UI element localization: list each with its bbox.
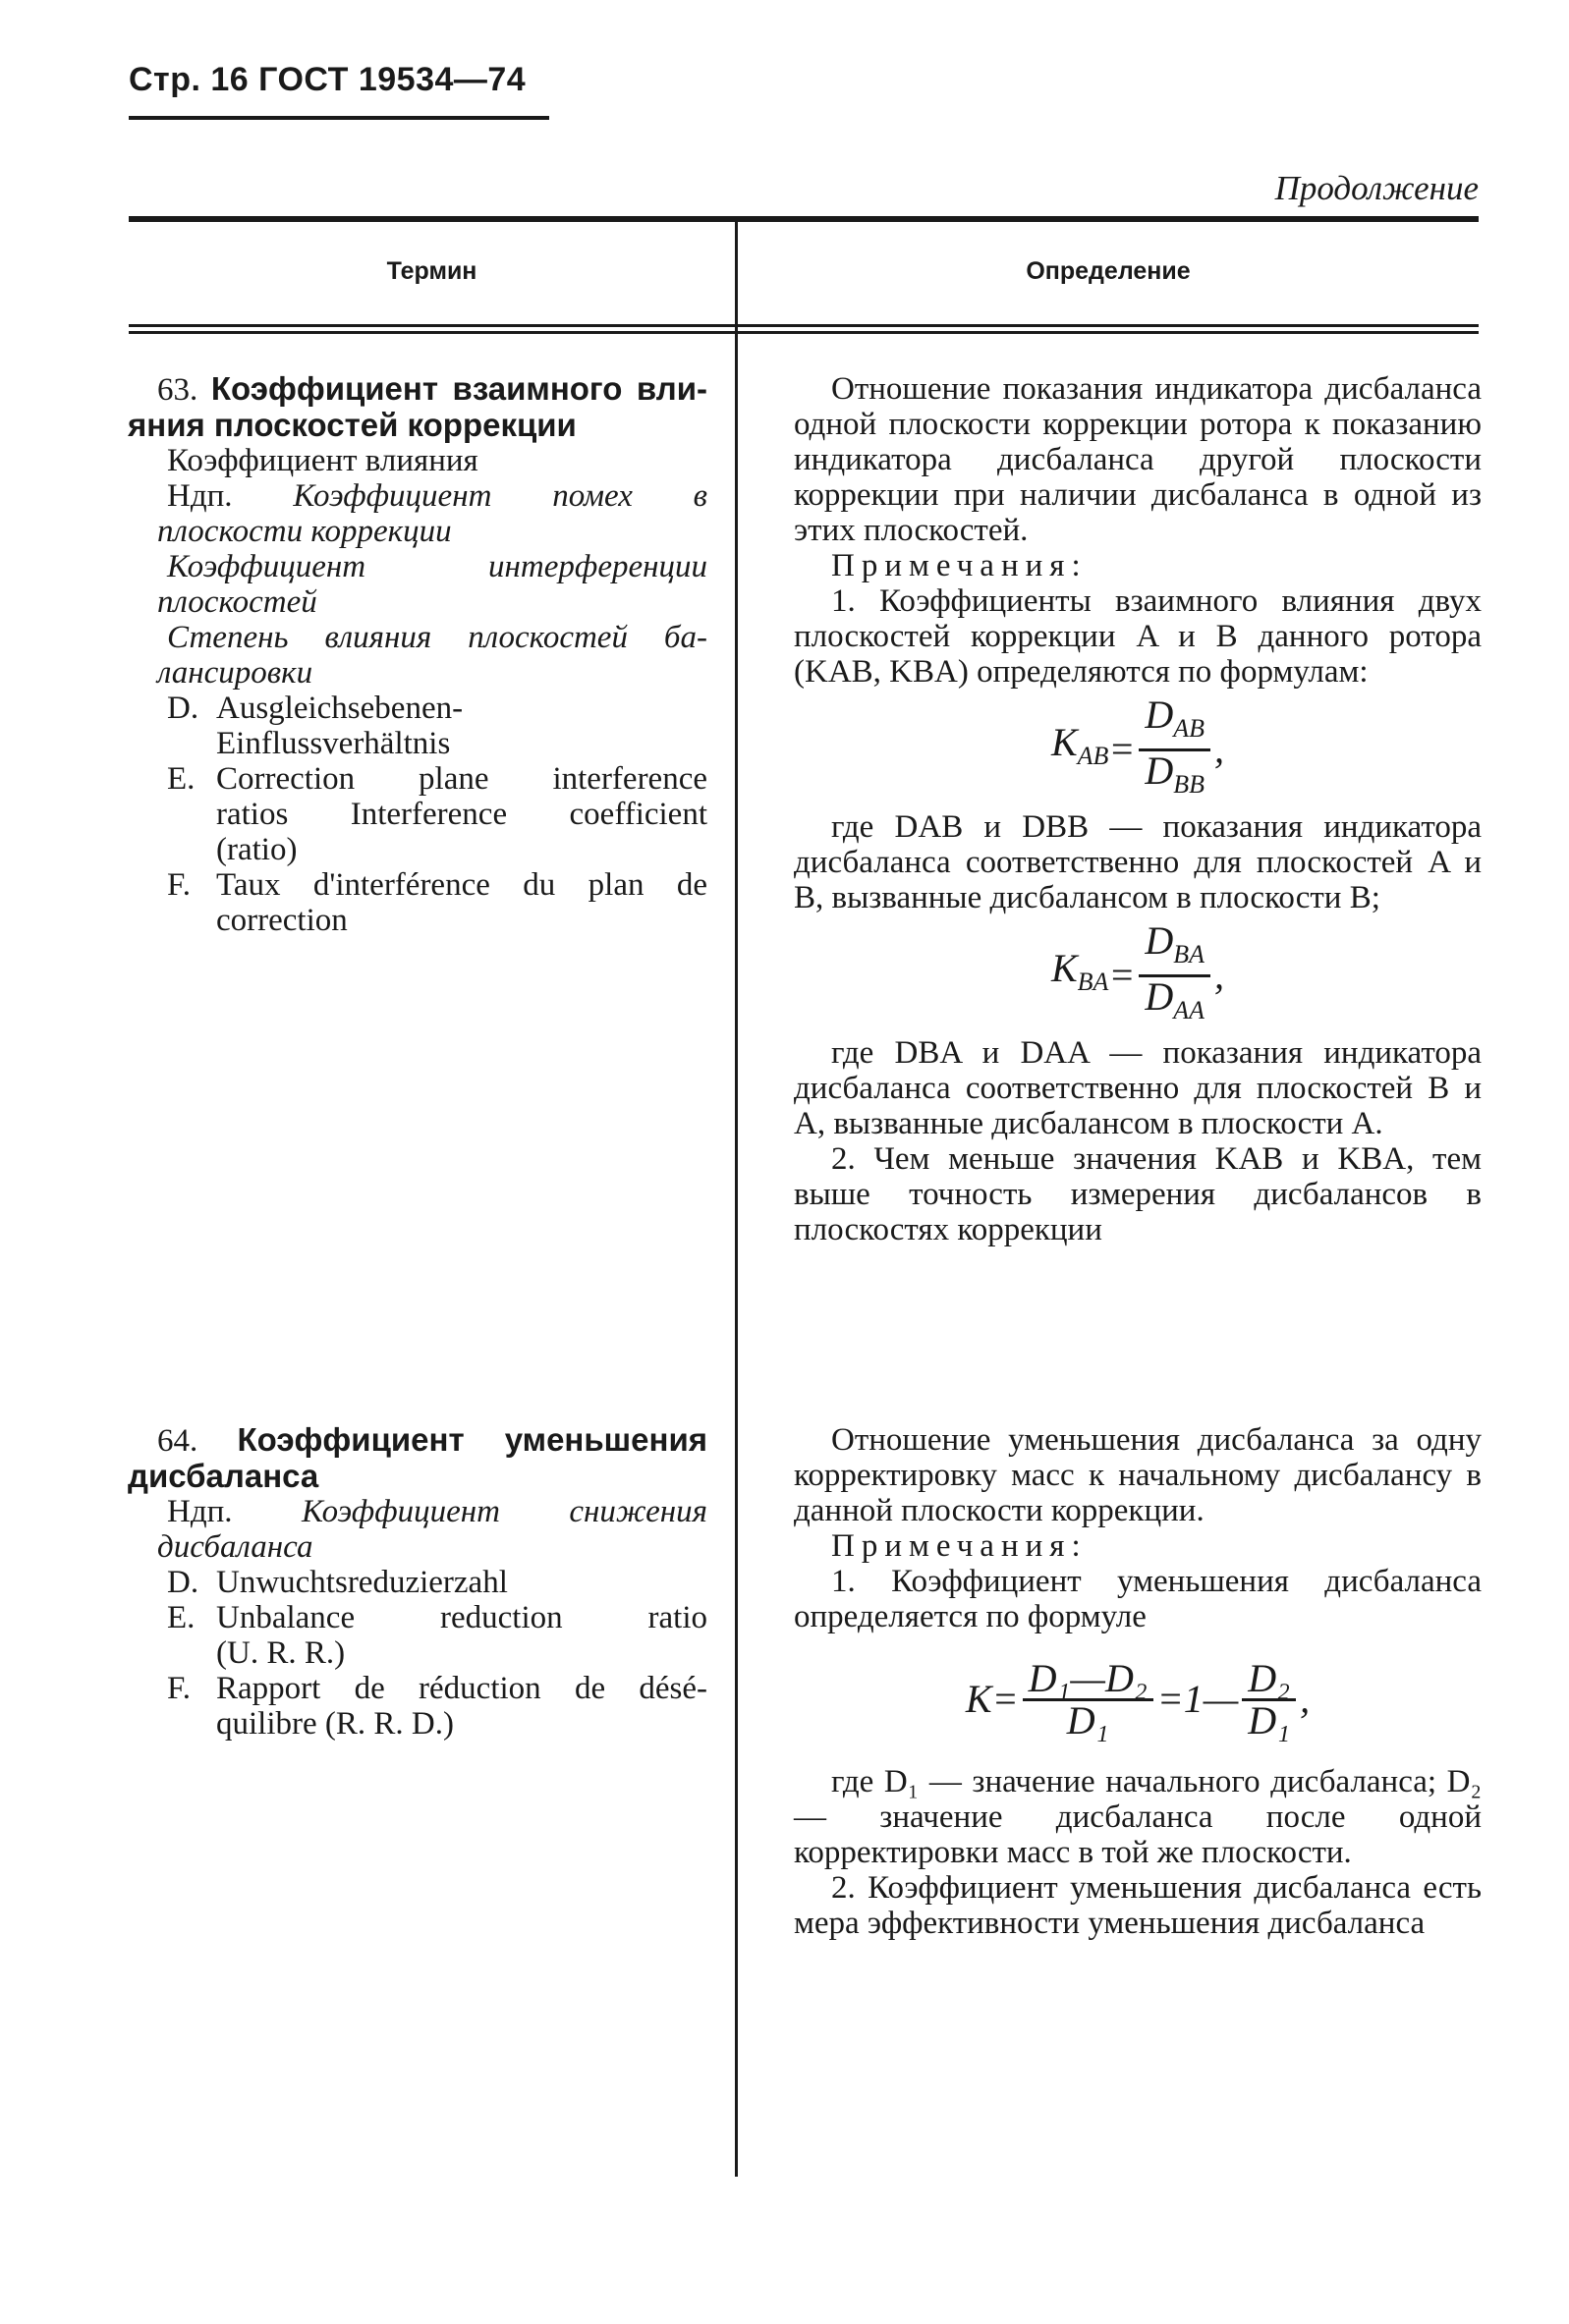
formula-k-den2: D₁ bbox=[1248, 1697, 1291, 1743]
lang-code-de-64: D. bbox=[167, 1565, 199, 1600]
formula-kba-num-sub: BA bbox=[1173, 939, 1205, 968]
lang-code-en: E. bbox=[167, 761, 196, 797]
entry-64-en-b: (U. R. R.) bbox=[216, 1635, 346, 1671]
formula-k-fraction-2 bbox=[1242, 1655, 1296, 1743]
entry-63-fr-a: Taux d'interférence du plan de bbox=[216, 867, 707, 903]
entry-64-number: 64. bbox=[157, 1423, 198, 1459]
entry-64-french bbox=[157, 1671, 707, 1742]
formula-kba-lhs: K bbox=[1050, 946, 1078, 990]
formula-k-mid: =1— bbox=[1156, 1677, 1239, 1721]
formula-kab-fraction bbox=[1139, 692, 1210, 802]
formula-kab-num: D bbox=[1145, 692, 1174, 737]
entry-63-en-a: Correction plane interference bbox=[216, 761, 707, 797]
formula-kab-lhs-sub: AB bbox=[1077, 742, 1109, 770]
entry-64-english bbox=[157, 1600, 707, 1671]
continuation-label: Продолжение bbox=[1274, 169, 1479, 207]
entry-64-fr-b: quilibre (R. R. D.) bbox=[216, 1706, 454, 1742]
entry-63-where2: где DBA и DAA — показания индикатора дисбаланса соответственно для плоскостей B и A, вызванные дисбалансом в плоскости A. bbox=[794, 1035, 1482, 1141]
page-header bbox=[129, 61, 526, 99]
ndp-prefix-64: Ндп. bbox=[167, 1494, 233, 1529]
lang-code-fr-64: F. bbox=[167, 1671, 191, 1706]
entry-64-where: где D₁ — значение начального дисбаланса; D₂ — значение дисбаланса после одной корректировки масс в той же плоскости. bbox=[794, 1764, 1482, 1870]
entry-63-definition bbox=[794, 371, 1482, 1247]
formula-kba-den: D bbox=[1145, 973, 1174, 1019]
formula-kba-fraction bbox=[1139, 917, 1210, 1028]
entry-64-ndp1-line bbox=[157, 1494, 707, 1529]
formula-kba: $K_{BA}$ = $\frac{D_{BA}}{D_{AA}}$ , bbox=[794, 921, 1482, 1029]
entry-63-ndp3-b: лансировки bbox=[157, 655, 313, 691]
entry-63-term bbox=[128, 370, 708, 938]
entry-64-notes-label: Примечания: bbox=[831, 1528, 1088, 1564]
lang-code-de: D. bbox=[167, 691, 199, 726]
table-header-rule bbox=[129, 324, 1479, 327]
entry-63-french bbox=[157, 867, 707, 938]
formula-kab-num-sub: AB bbox=[1173, 713, 1205, 743]
formula-kab: $K_{AB}$ = $\frac{D_{AB}}{D_{BB}}$ , bbox=[794, 695, 1482, 803]
entry-64-title-line1 bbox=[157, 1422, 707, 1459]
column-header-term: Термин bbox=[386, 257, 477, 285]
formula-kab-den-sub: BB bbox=[1173, 769, 1205, 799]
formula-k-num2: D₂ bbox=[1242, 1661, 1296, 1701]
entry-64-en-a: Unbalance reduction ratio bbox=[216, 1600, 707, 1635]
entry-63-en-c: (ratio) bbox=[216, 832, 298, 867]
column-divider bbox=[735, 222, 738, 2177]
lang-code-fr: F. bbox=[167, 867, 191, 903]
entry-63-de-b: Einflussverhältnis bbox=[216, 726, 451, 761]
entry-64-de-a: Unwuchtsreduzierzahl bbox=[216, 1565, 508, 1600]
formula-k-lhs: K bbox=[965, 1677, 992, 1721]
entry-63-ndp2-a: Коэффициент интерференции bbox=[167, 549, 707, 584]
formula-kba-lhs-sub: BA bbox=[1077, 968, 1109, 996]
entry-63-ndp1-line bbox=[157, 478, 707, 514]
entry-64-term bbox=[128, 1421, 708, 1742]
entry-63-title-b: яния плоскостей коррекции bbox=[128, 407, 577, 443]
entry-63-english bbox=[157, 761, 707, 867]
formula-k-den1: D₁ bbox=[1066, 1697, 1109, 1743]
entry-63-definition-text: Отношение показания индикатора дисбаланса одной плоскости коррекции ротора к показанию индикатора дисбаланса другой плоскости коррекции при наличии дисбаланса в одной из этих плоскостей. bbox=[794, 371, 1482, 548]
entry-63-de-a: Ausgleichsebenen- bbox=[216, 691, 464, 726]
formula-kab-lhs: K bbox=[1050, 720, 1078, 764]
entry-63-notes-label: Примечания: bbox=[831, 548, 1088, 583]
entry-63-where1: где DAB и DBB — показания индикатора дисбаланса соответственно для плоскостей A и B, вызванные дисбалансом в плоскости B; bbox=[794, 809, 1482, 915]
formula-kba-num: D bbox=[1145, 917, 1174, 963]
entry-63-german bbox=[157, 691, 707, 761]
entry-63-ndp1-a: Коэффициент помех в bbox=[293, 478, 708, 514]
entry-64-ndp1-a: Коэффициент снижения bbox=[301, 1494, 708, 1529]
formula-k-reduction: K = $\frac{\text{D₁—D₂}}{\text{D₁}}$ =1— $\frac{\text{D₂}}{\text{D₁}}$ , bbox=[965, 1655, 1311, 1743]
entry-64-definition-text: Отношение уменьшения дисбаланса за одну корректировку масс к начальному дисбалансу в данной плоскости коррекции. bbox=[794, 1422, 1482, 1528]
entry-64-title-a: Коэффициент уменьшения bbox=[237, 1421, 707, 1458]
entry-64-fr-a: Rapport de réduction de désé- bbox=[216, 1671, 707, 1706]
table-top-rule bbox=[129, 216, 1479, 222]
formula-k-num1: D₁—D₂ bbox=[1023, 1661, 1153, 1701]
entry-63-note1: 1. Коэффициенты взаимного влияния двух плоскостей коррекции A и B данного ротора (KAB, KBA) определяются по формулам: bbox=[794, 583, 1482, 690]
entry-64-note2: 2. Коэффициент уменьшения дисбаланса есть мера эффективности уменьшения дисбаланса bbox=[794, 1870, 1482, 1941]
lang-code-en-64: E. bbox=[167, 1600, 196, 1635]
formula-kab-den: D bbox=[1145, 747, 1174, 793]
entry-63-ndp2-b: плоскостей bbox=[157, 584, 317, 620]
entry-64-ndp1-b: дисбаланса bbox=[157, 1529, 313, 1565]
formula-kba-den-sub: AA bbox=[1173, 995, 1205, 1024]
entry-63-ndp1-b: плоскости коррекции bbox=[157, 514, 452, 549]
entry-63-title-line1 bbox=[157, 371, 707, 408]
page-label: Стр. 16 bbox=[129, 61, 250, 98]
entry-64-note1: 1. Коэффициент уменьшения дисбаланса определяется по формуле bbox=[794, 1564, 1482, 1634]
table-header-rule-2 bbox=[129, 331, 1479, 334]
entry-64-german bbox=[157, 1565, 707, 1600]
entry-63-title-a: Коэффициент взаимного вли- bbox=[210, 370, 708, 407]
column-header-definition: Определение bbox=[1026, 257, 1191, 285]
entry-63-note2: 2. Чем меньше значения KAB и KBA, тем выше точность измерения дисбалансов в плоскостях коррекции bbox=[794, 1141, 1482, 1247]
entry-64-title-b: дисбаланса bbox=[128, 1458, 319, 1494]
entry-64-definition bbox=[794, 1422, 1482, 1941]
entry-63-synonym: Коэффициент влияния bbox=[167, 443, 478, 478]
header-underline bbox=[129, 116, 549, 120]
entry-63-en-b: ratios Interference coefficient bbox=[216, 797, 707, 832]
entry-63-fr-b: correction bbox=[216, 903, 348, 938]
formula-k-fraction-1 bbox=[1023, 1655, 1153, 1743]
ndp-prefix: Ндп. bbox=[167, 478, 233, 514]
entry-63-ndp3-a: Степень влияния плоскостей ба- bbox=[167, 620, 707, 655]
entry-63-number: 63. bbox=[157, 372, 198, 408]
standard-number: ГОСТ 19534—74 bbox=[258, 61, 527, 98]
